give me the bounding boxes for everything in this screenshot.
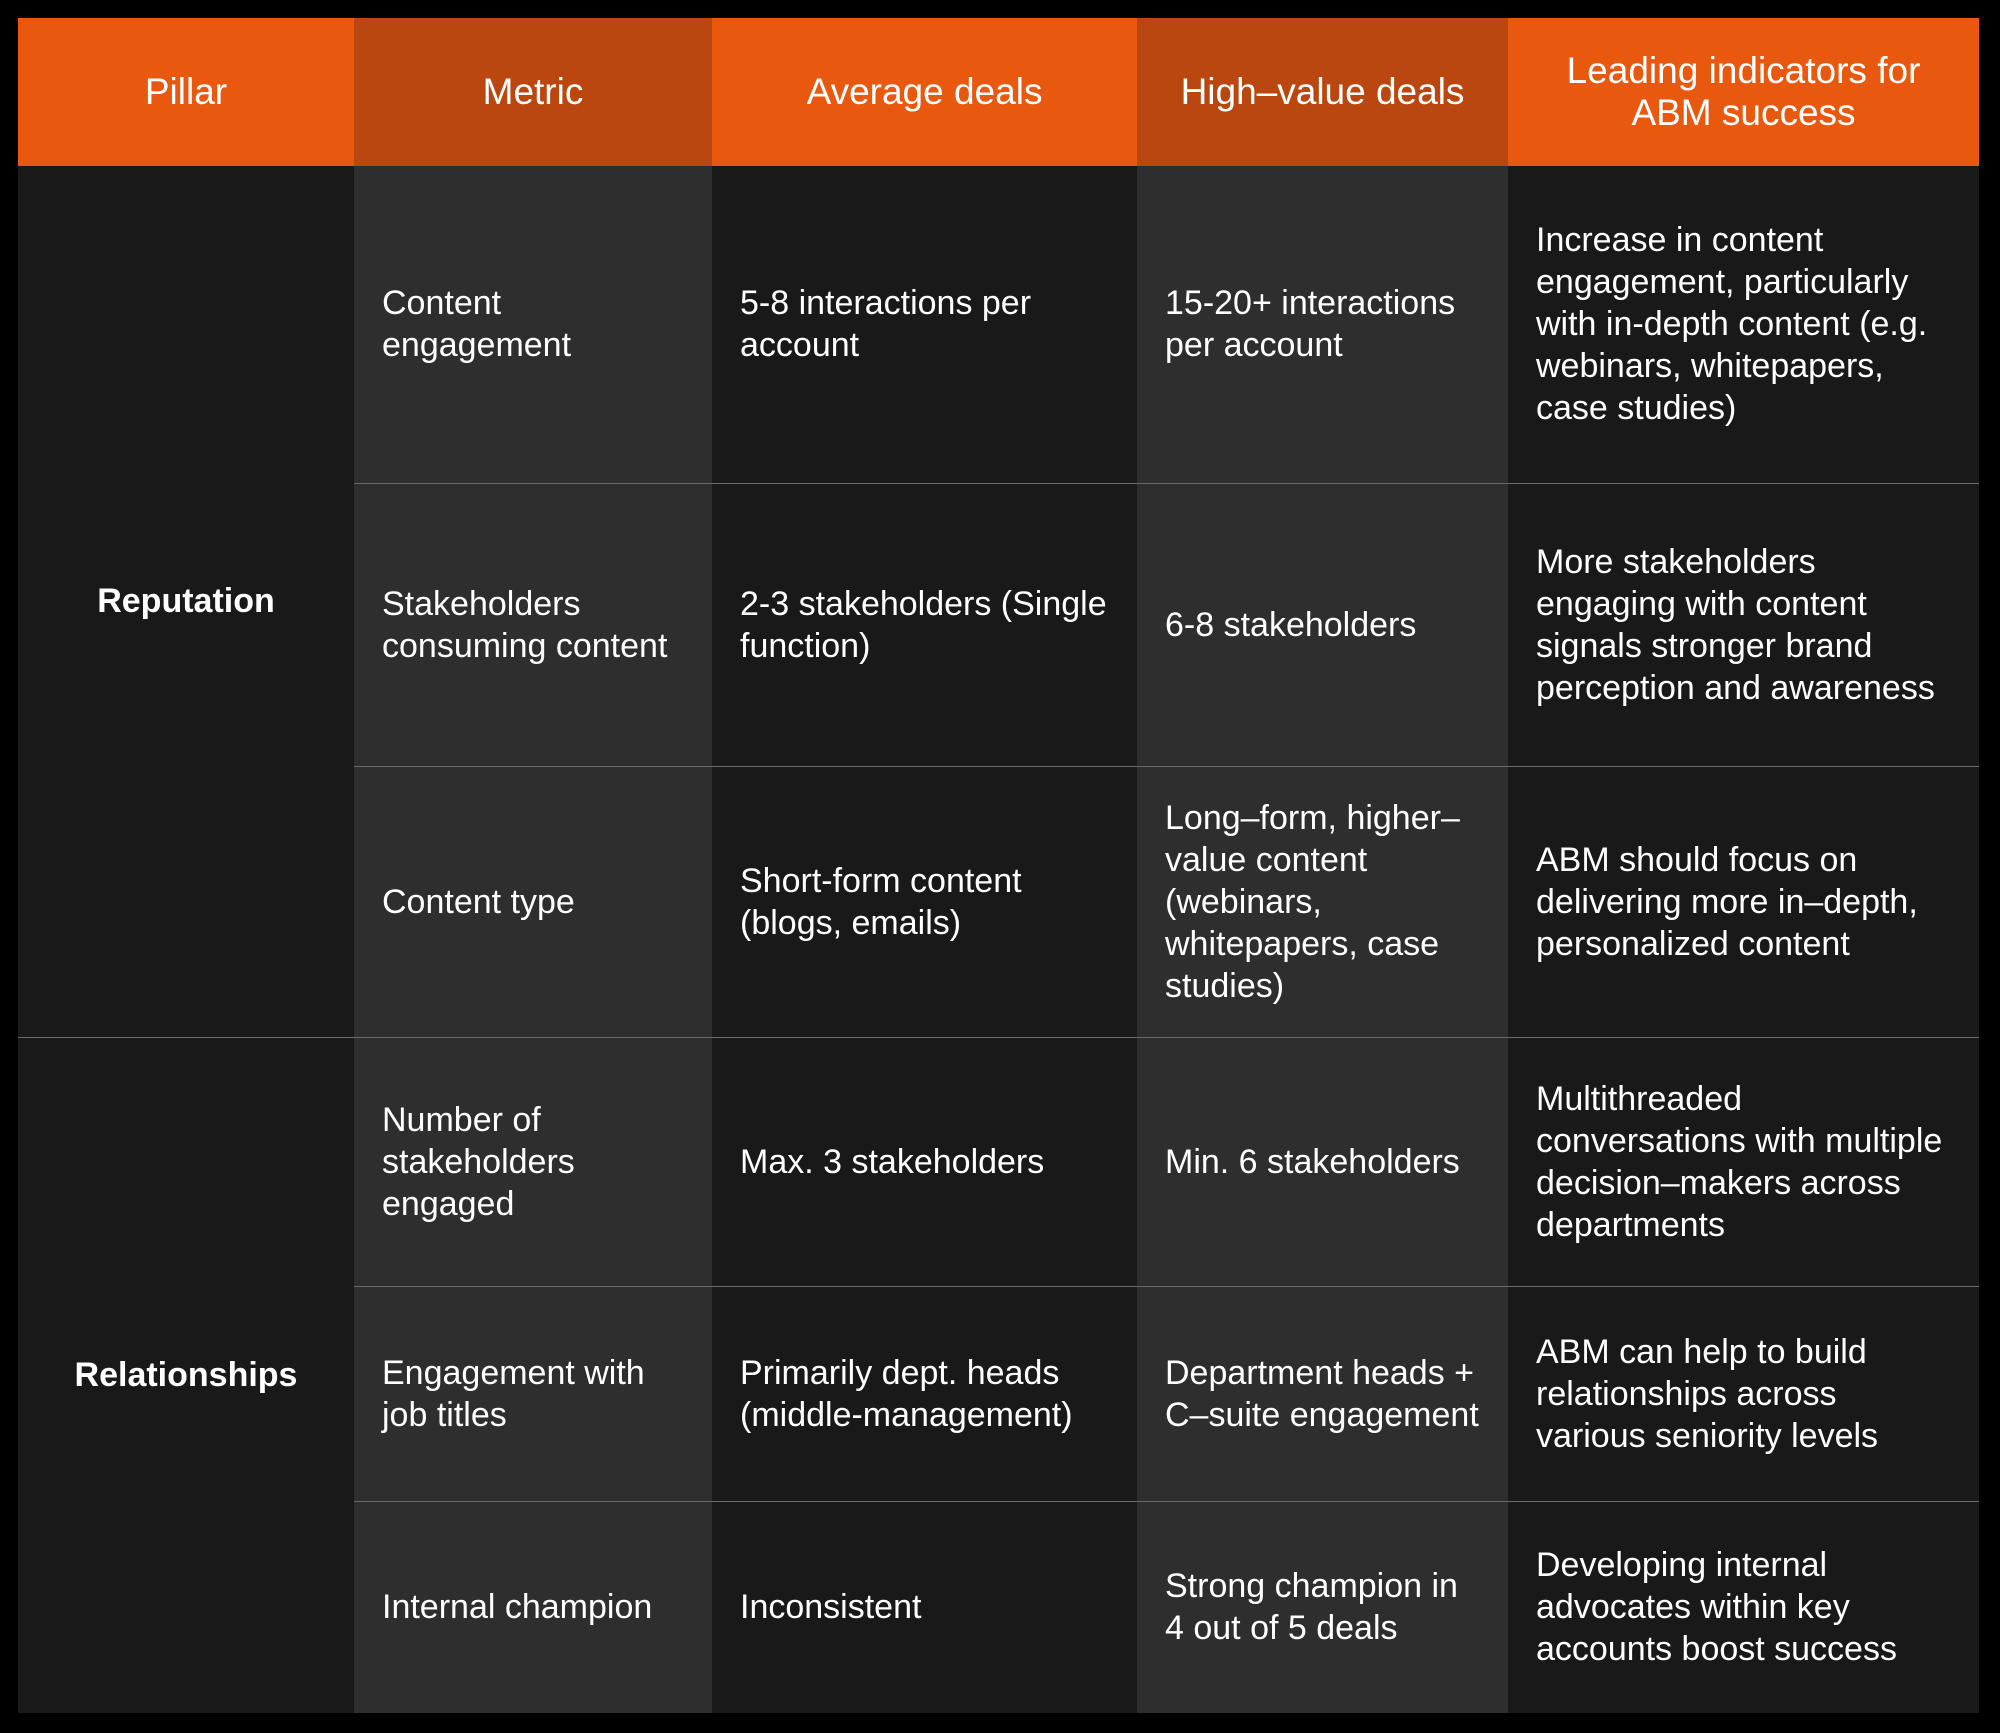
pillar-reputation: Reputation	[18, 166, 354, 1037]
average-deals-cell: 2-3 stakeholders (Single function)	[712, 483, 1137, 766]
table-row	[18, 166, 1979, 483]
header-metric: Metric	[354, 18, 712, 166]
table-header	[18, 18, 1979, 166]
abm-metrics-table	[18, 18, 1979, 1713]
high-value-deals-cell: Min. 6 stakeholders	[1137, 1037, 1508, 1286]
leading-indicator-cell: ABM should focus on delivering more in–depth, personalized content	[1508, 766, 1979, 1037]
high-value-deals-cell: Strong champion in 4 out of 5 deals	[1137, 1501, 1508, 1713]
header-average-deals: Average deals	[712, 18, 1137, 166]
metric-cell: Stakeholders consuming content	[354, 483, 712, 766]
average-deals-cell: 5-8 interactions per account	[712, 166, 1137, 483]
header-row	[18, 18, 1979, 166]
metric-cell: Content engagement	[354, 166, 712, 483]
leading-indicator-cell: ABM can help to build relationships across various seniority levels	[1508, 1286, 1979, 1501]
average-deals-cell: Primarily dept. heads (middle-management)	[712, 1286, 1137, 1501]
header-pillar: Pillar	[18, 18, 354, 166]
leading-indicator-cell: Developing internal advocates within key accounts boost success	[1508, 1501, 1979, 1713]
average-deals-cell: Inconsistent	[712, 1501, 1137, 1713]
metric-cell: Engagement with job titles	[354, 1286, 712, 1501]
average-deals-cell: Short-form content (blogs, emails)	[712, 766, 1137, 1037]
leading-indicator-cell: Multithreaded conversations with multiple decision–makers across departments	[1508, 1037, 1979, 1286]
table-body	[18, 166, 1979, 1713]
metric-cell: Content type	[354, 766, 712, 1037]
high-value-deals-cell: 6-8 stakeholders	[1137, 483, 1508, 766]
metric-cell: Number of stakeholders engaged	[354, 1037, 712, 1286]
high-value-deals-cell: 15-20+ interactions per account	[1137, 166, 1508, 483]
high-value-deals-cell: Long–form, higher–value content (webinars, whitepapers, case studies)	[1137, 766, 1508, 1037]
metric-cell: Internal champion	[354, 1501, 712, 1713]
table-row	[18, 1037, 1979, 1286]
header-high-value-deals: High–value deals	[1137, 18, 1508, 166]
average-deals-cell: Max. 3 stakeholders	[712, 1037, 1137, 1286]
leading-indicator-cell: Increase in content engagement, particularly with in-depth content (e.g. webinars, whitepapers, case studies)	[1508, 166, 1979, 483]
pillar-relationships: Relationships	[18, 1037, 354, 1713]
abm-metrics-table-frame	[18, 18, 1979, 1713]
high-value-deals-cell: Department heads + C–suite engagement	[1137, 1286, 1508, 1501]
leading-indicator-cell: More stakeholders engaging with content signals stronger brand perception and awareness	[1508, 483, 1979, 766]
header-leading-indicators: Leading indicators for ABM success	[1508, 18, 1979, 166]
